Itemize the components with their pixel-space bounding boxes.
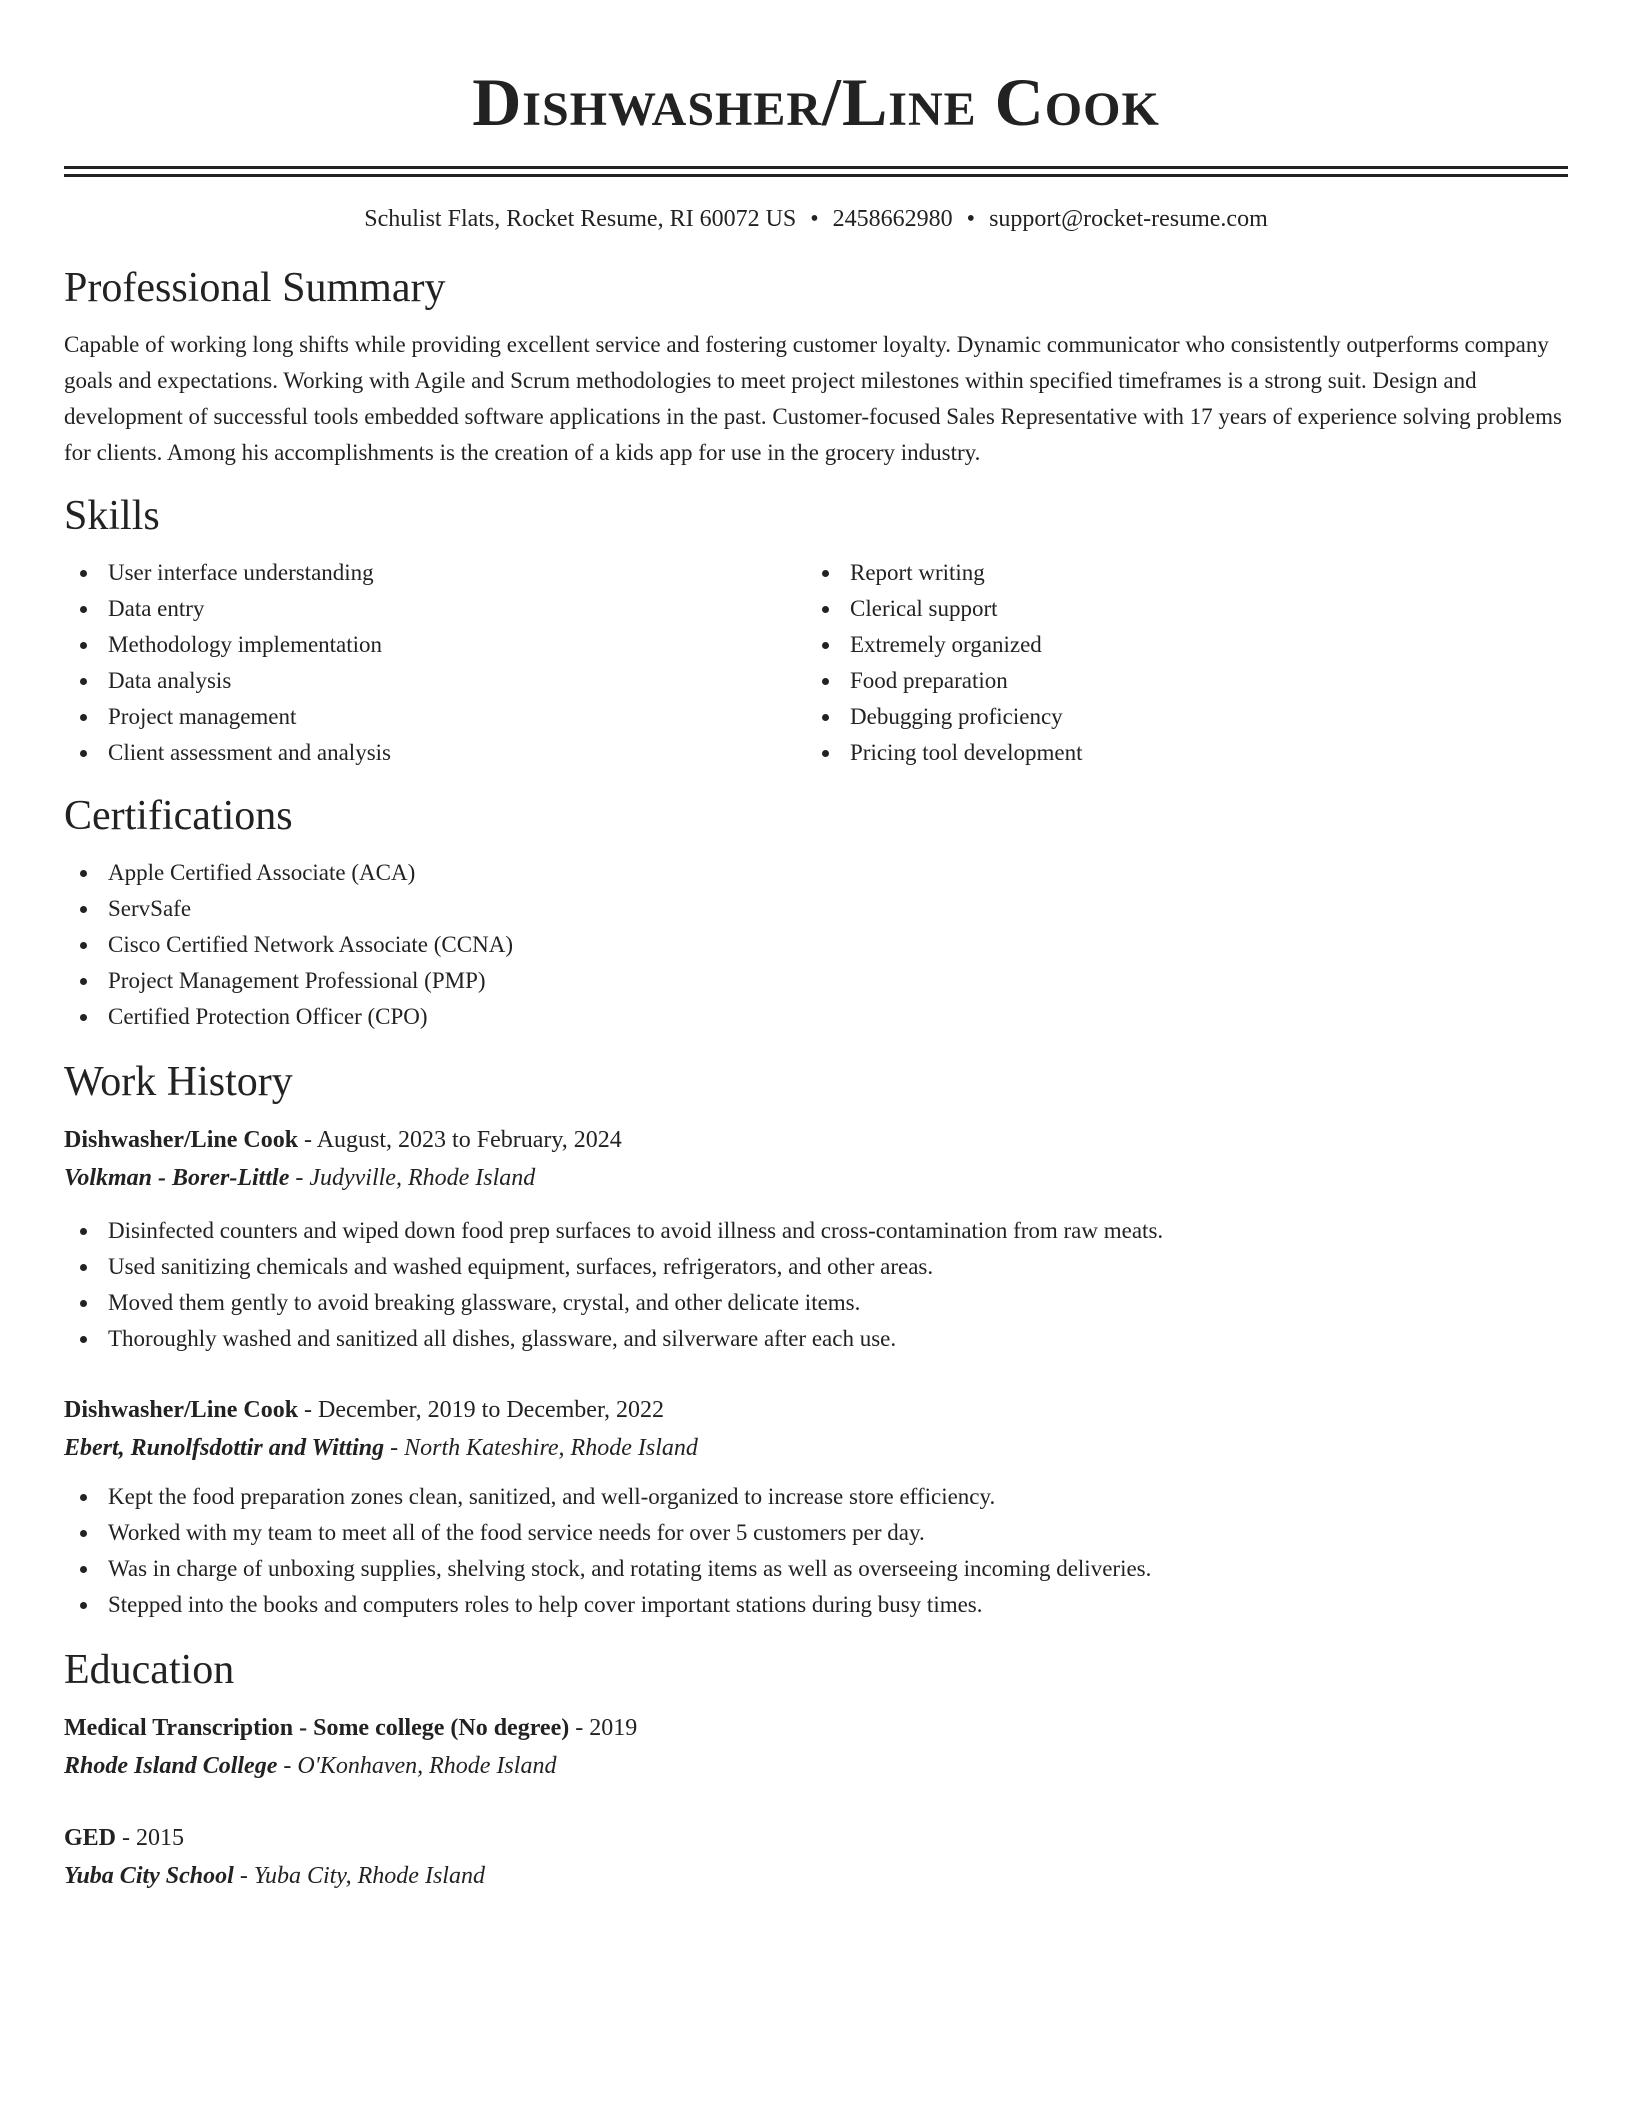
contact-phone: 2458662980 xyxy=(832,206,953,232)
job-duty: Was in charge of unboxing supplies, shelving stock, and rotating items as well as overseeing incoming deliveries. xyxy=(64,1551,1568,1587)
job-duties xyxy=(64,1479,1568,1623)
candidate-name: Dishwasher/Line Cook xyxy=(472,64,1160,140)
education-location: - Yuba City, Rhode Island xyxy=(233,1863,485,1889)
job-dates: - December, 2019 to December, 2022 xyxy=(298,1397,664,1423)
job-duty: Thoroughly washed and sanitized all dishes, glassware, and silverware after each use. xyxy=(64,1321,1568,1357)
skills-left-column xyxy=(64,555,806,771)
education-entry xyxy=(64,1819,1568,1895)
education-location: - O'Konhaven, Rhode Island xyxy=(277,1753,557,1779)
job-duty: Disinfected counters and wiped down food prep surfaces to avoid illness and cross-contamination from raw meats. xyxy=(64,1213,1568,1249)
contact-address: Schulist Flats, Rocket Resume, RI 60072 US xyxy=(364,206,797,232)
job-title-line xyxy=(64,1391,1568,1429)
job-entry xyxy=(64,1121,1568,1357)
skill-item: Extremely organized xyxy=(806,627,1548,663)
certification-item: Certified Protection Officer (CPO) xyxy=(64,999,1568,1035)
education-degree: Medical Transcription - Some college (No degree) xyxy=(64,1715,570,1741)
job-dates: - August, 2023 to February, 2024 xyxy=(298,1127,622,1153)
job-role: Dishwasher/Line Cook xyxy=(64,1127,299,1153)
education-year: - 2019 xyxy=(569,1715,638,1741)
job-company-line xyxy=(64,1429,1568,1467)
education-entry xyxy=(64,1709,1568,1785)
education-school-line xyxy=(64,1747,1568,1785)
job-duties xyxy=(64,1213,1568,1357)
contact-separator: • xyxy=(810,206,819,232)
summary-text: Capable of working long shifts while providing excellent service and fostering customer loyalty. Dynamic communicator who consistently outperforms company goals and expectations. Working with Agile and Scrum methodologies to meet project milestones within specified timeframes is a strong suit. Design and development of successful tools embedded software applications in the past. Customer-focused Sales Representative with 17 years of experience solving problems for clients. Among his accomplishments is the creation of a kids app for use in the grocery industry. xyxy=(64,332,1562,465)
education-degree-line xyxy=(64,1819,1568,1857)
education-degree-line xyxy=(64,1709,1568,1747)
skill-item: User interface understanding xyxy=(64,555,806,591)
skill-item: Food preparation xyxy=(806,663,1548,699)
certification-item: Cisco Certified Network Associate (CCNA) xyxy=(64,927,1568,963)
skill-item: Debugging proficiency xyxy=(806,699,1548,735)
skill-item: Data entry xyxy=(64,591,806,627)
certification-item: Project Management Professional (PMP) xyxy=(64,963,1568,999)
job-duty: Worked with my team to meet all of the food service needs for over 5 customers per day. xyxy=(64,1515,1568,1551)
job-company-line xyxy=(64,1159,1568,1197)
certifications-heading: Certifications xyxy=(64,793,293,839)
job-entry xyxy=(64,1391,1568,1623)
summary-heading: Professional Summary xyxy=(64,265,446,311)
resume-page xyxy=(64,0,1568,1895)
skill-item: Pricing tool development xyxy=(806,735,1548,771)
skills-list xyxy=(64,555,1568,771)
skill-item: Client assessment and analysis xyxy=(64,735,806,771)
certifications-list xyxy=(64,855,1568,1035)
contact-email: support@rocket-resume.com xyxy=(989,206,1268,232)
job-title-line xyxy=(64,1121,1568,1159)
header-divider xyxy=(64,166,1568,177)
education-school: Rhode Island College xyxy=(64,1753,278,1779)
education-school: Yuba City School xyxy=(64,1863,234,1889)
certification-item: ServSafe xyxy=(64,891,1568,927)
job-duty: Moved them gently to avoid breaking glassware, crystal, and other delicate items. xyxy=(64,1285,1568,1321)
job-company: Volkman - Borer-Little xyxy=(64,1165,290,1191)
job-location: - North Kateshire, Rhode Island xyxy=(384,1435,698,1461)
certification-item: Apple Certified Associate (ACA) xyxy=(64,855,1568,891)
skills-heading: Skills xyxy=(64,493,160,539)
contact-line xyxy=(64,203,1568,235)
skills-right-column xyxy=(806,555,1548,771)
job-location: - Judyville, Rhode Island xyxy=(289,1165,536,1191)
skill-item: Data analysis xyxy=(64,663,806,699)
job-duty: Stepped into the books and computers roles to help cover important stations during busy times. xyxy=(64,1587,1568,1623)
work-history-heading: Work History xyxy=(64,1059,293,1105)
job-company: Ebert, Runolfsdottir and Witting xyxy=(64,1435,385,1461)
job-duty: Used sanitizing chemicals and washed equipment, surfaces, refrigerators, and other areas. xyxy=(64,1249,1568,1285)
contact-separator: • xyxy=(966,206,976,232)
skill-item: Methodology implementation xyxy=(64,627,806,663)
education-heading: Education xyxy=(64,1647,235,1693)
skill-item: Project management xyxy=(64,699,806,735)
education-year: - 2015 xyxy=(116,1825,185,1851)
education-degree: GED xyxy=(64,1825,117,1851)
job-role: Dishwasher/Line Cook xyxy=(64,1397,299,1423)
job-duty: Kept the food preparation zones clean, sanitized, and well-organized to increase store efficiency. xyxy=(64,1479,1568,1515)
skill-item: Report writing xyxy=(806,555,1548,591)
skill-item: Clerical support xyxy=(806,591,1548,627)
education-school-line xyxy=(64,1857,1568,1895)
